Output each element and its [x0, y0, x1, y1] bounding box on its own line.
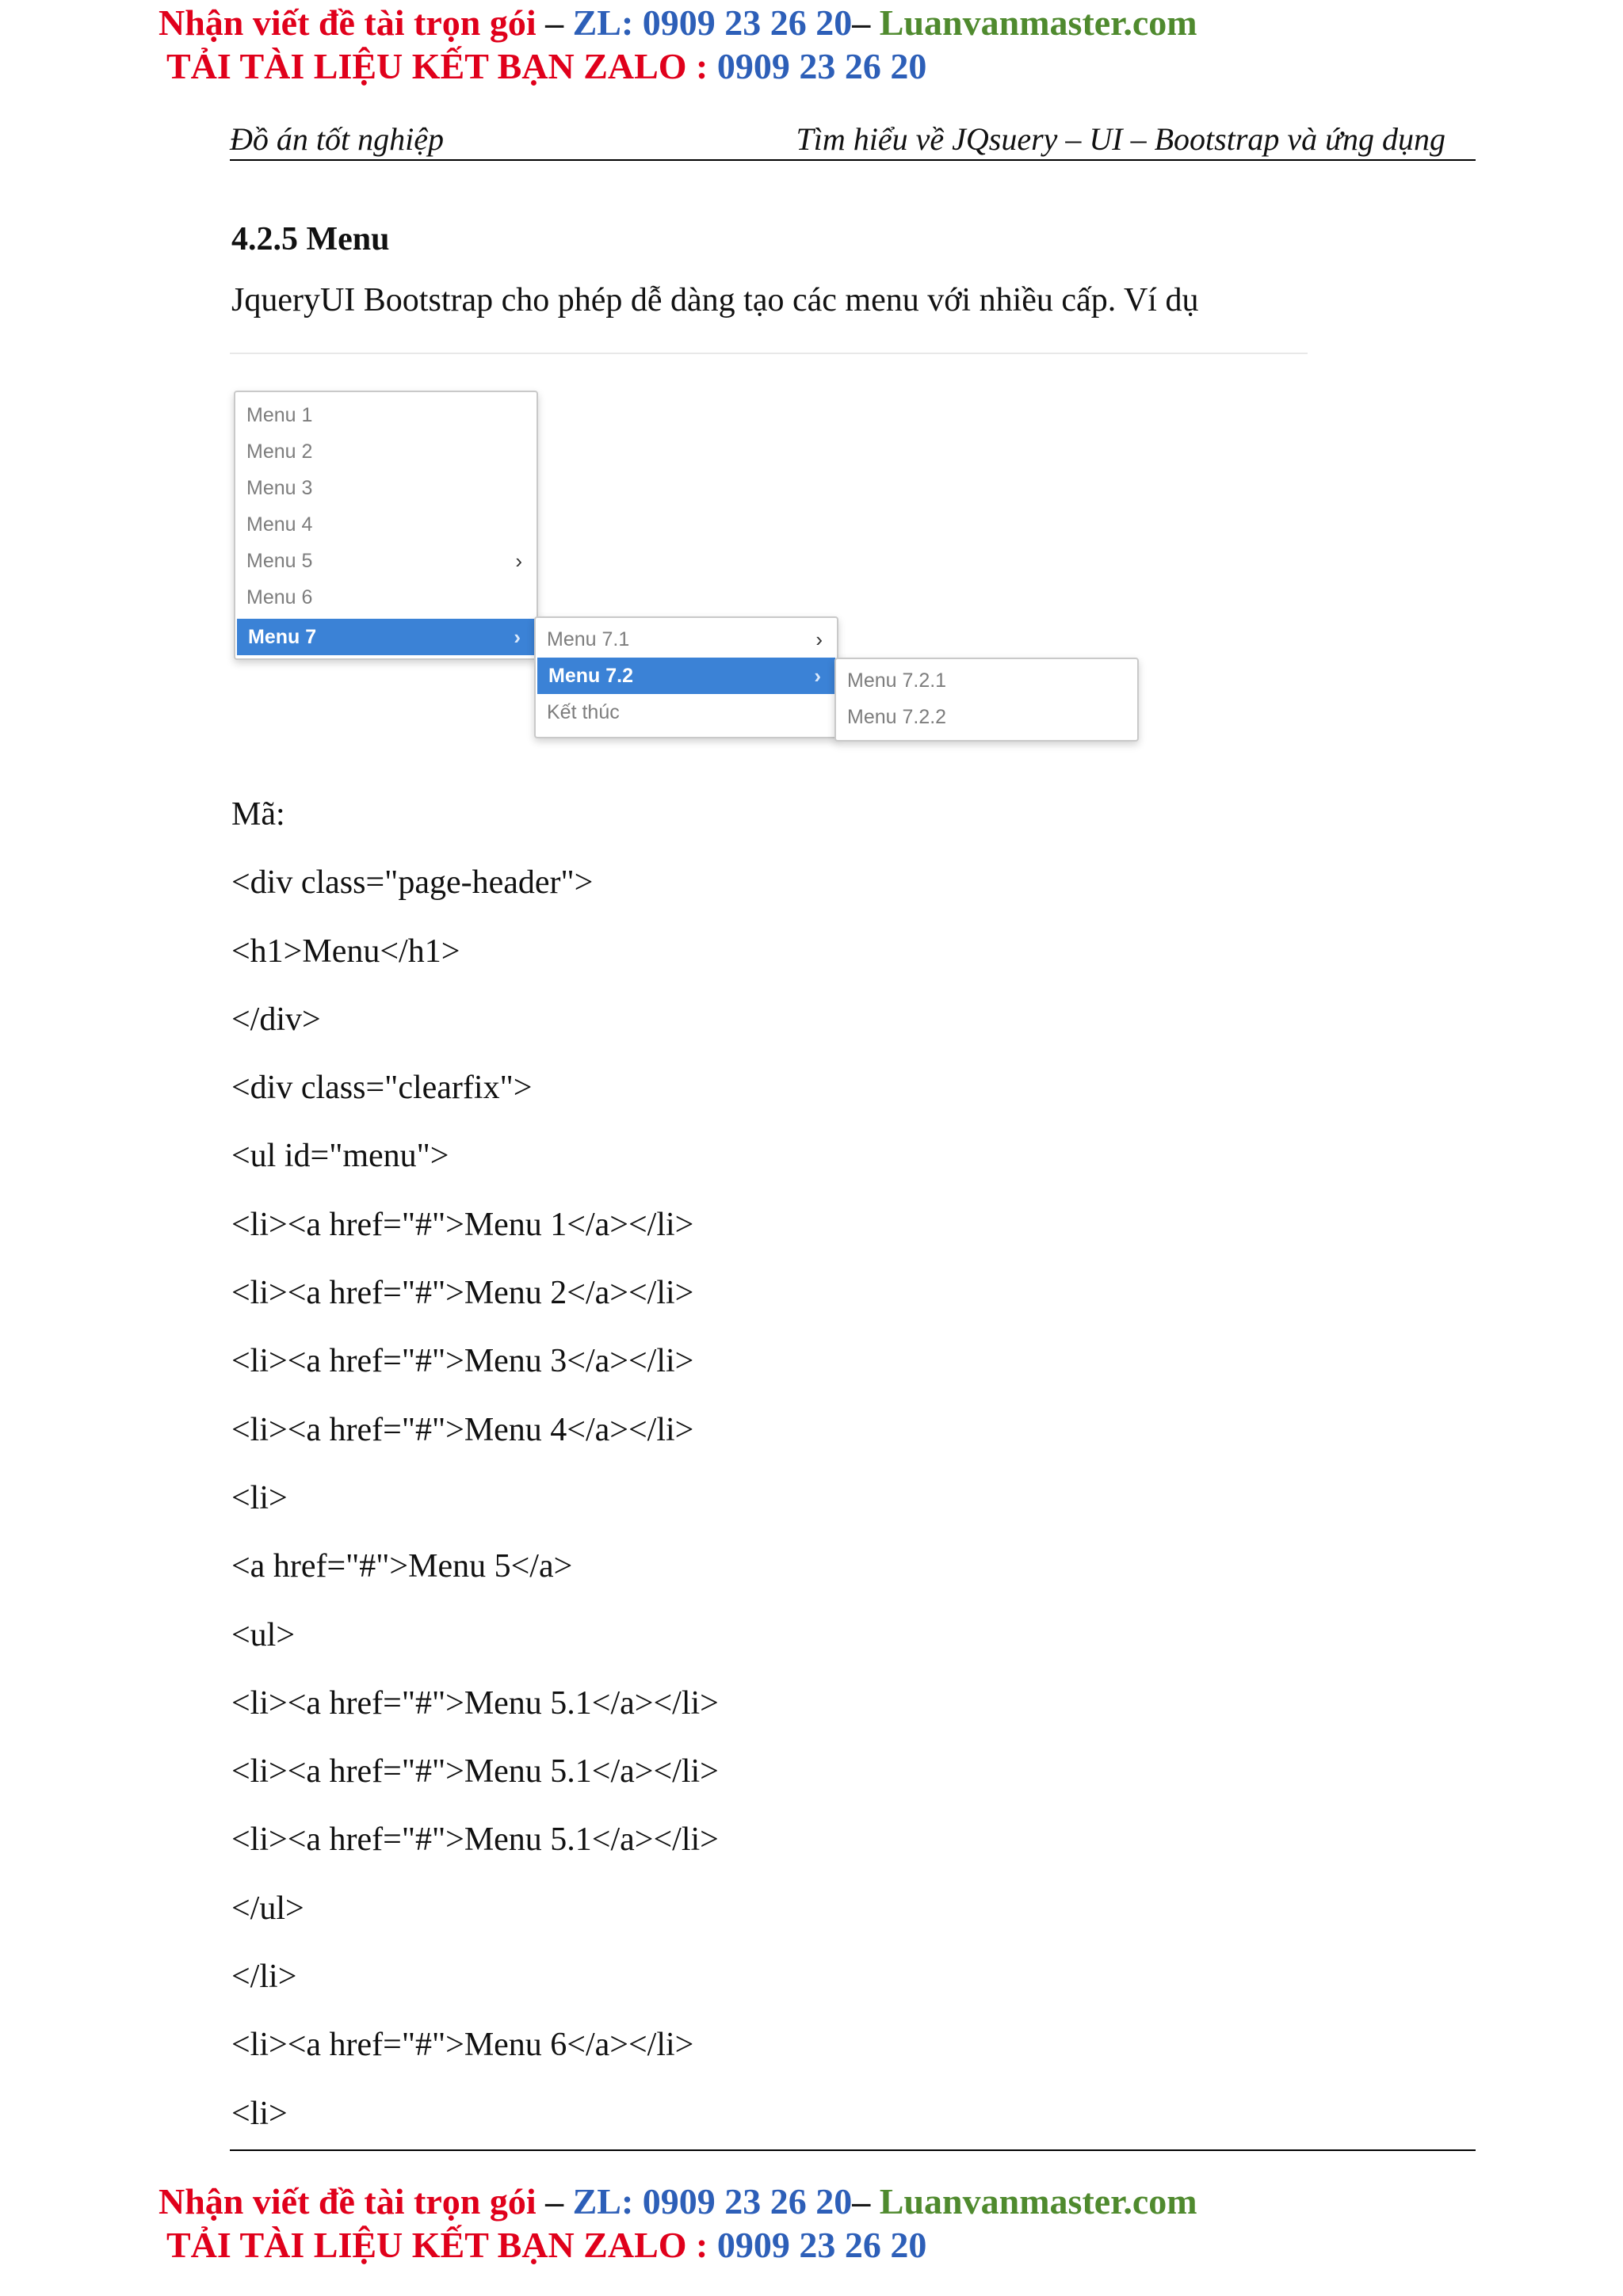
menu-level-1	[234, 391, 538, 660]
submenu-item-7-2[interactable]: Menu 7.2 ›	[537, 658, 835, 694]
figure-top-line	[230, 353, 1308, 354]
code-line: </li>	[231, 1958, 297, 1996]
code-line: <li><a href="#">Menu 5.1</a></li>	[231, 1753, 719, 1791]
code-line: <li>	[231, 1479, 288, 1516]
section-heading: 4.2.5 Menu	[231, 221, 390, 257]
code-line: <li><a href="#">Menu 5.1</a></li>	[231, 1821, 719, 1859]
banner-download-text: TẢI TÀI LIỆU KẾT BẠN ZALO :	[166, 46, 717, 86]
menu-item-3[interactable]: Menu 3	[246, 477, 313, 499]
code-line: </ul>	[231, 1890, 304, 1927]
menu-item-2[interactable]: Menu 2	[246, 441, 313, 463]
top-banner-line2	[166, 45, 926, 87]
banner-download-text: TẢI TÀI LIỆU KẾT BẠN ZALO :	[166, 2225, 717, 2265]
chevron-right-icon: ›	[814, 664, 821, 688]
code-line: <div class="clearfix">	[231, 1070, 533, 1107]
code-line: <li><a href="#">Menu 5.1</a></li>	[231, 1684, 719, 1722]
banner-zalo-number: ZL: 0909 23 26 20	[572, 2181, 853, 2222]
submenu-item-7-2-1[interactable]: Menu 7.2.1	[847, 669, 947, 692]
section-intro: JqueryUI Bootstrap cho phép dễ dàng tạo các menu với nhiều cấp. Ví dụ	[231, 282, 1199, 318]
menu-level-2	[534, 616, 838, 738]
menu-figure	[230, 353, 1308, 749]
header-right-title: Tìm hiểu về JQsuery – UI – Bootstrap và ứng dụng	[796, 121, 1445, 157]
banner-separator: –	[536, 2, 573, 43]
running-header	[230, 120, 1445, 158]
header-rule	[230, 159, 1476, 161]
banner-phone: 0909 23 26 20	[716, 2225, 927, 2265]
banner-separator: –	[852, 2, 880, 43]
banner-phone: 0909 23 26 20	[716, 46, 927, 86]
submenu-item-end[interactable]: Kết thúc	[547, 701, 620, 723]
submenu-item-7-2-2[interactable]: Menu 7.2.2	[847, 706, 947, 728]
submenu-item-7-1[interactable]: Menu 7.1 ›	[536, 621, 837, 658]
code-line: <ul>	[231, 1616, 296, 1653]
code-listing	[231, 780, 719, 2148]
menu-item-5[interactable]: Menu 5 ›	[235, 543, 537, 579]
menu-item-7[interactable]: Menu 7 ›	[237, 619, 535, 655]
code-line: <li>	[231, 2095, 288, 2132]
header-left-title: Đồ án tốt nghiệp	[230, 121, 444, 157]
menu-item-6[interactable]: Menu 6	[246, 586, 313, 608]
code-line: <h1>Menu</h1>	[231, 933, 460, 970]
code-line: <ul id="menu">	[231, 1138, 449, 1175]
code-line: <li><a href="#">Menu 2</a></li>	[231, 1275, 694, 1312]
bottom-banner-line2	[166, 2224, 926, 2266]
banner-zalo-number: ZL: 0909 23 26 20	[572, 2, 853, 43]
banner-separator: –	[536, 2181, 573, 2222]
top-banner-line1	[158, 2, 1197, 44]
banner-offer-text: Nhận viết đề tài trọn gói	[158, 2, 537, 43]
code-line: <li><a href="#">Menu 3</a></li>	[231, 1343, 694, 1380]
banner-separator: –	[852, 2181, 880, 2222]
code-line: <a href="#">Menu 5</a>	[231, 1548, 573, 1585]
chevron-right-icon: ›	[815, 627, 823, 651]
banner-site-name: Luanvanmaster.com	[879, 2181, 1197, 2222]
chevron-right-icon: ›	[515, 549, 522, 573]
code-line: <li><a href="#">Menu 6</a></li>	[231, 2027, 694, 2064]
banner-site-name: Luanvanmaster.com	[879, 2, 1197, 43]
banner-offer-text: Nhận viết đề tài trọn gói	[158, 2181, 537, 2222]
menu-level-3	[834, 658, 1139, 742]
footer-rule	[230, 2149, 1476, 2151]
code-line: <div class="page-header">	[231, 864, 594, 902]
bottom-banner-line1	[158, 2180, 1197, 2222]
code-label: Mã:	[231, 796, 285, 833]
code-line: <li><a href="#">Menu 1</a></li>	[231, 1206, 694, 1243]
code-line: </div>	[231, 1001, 321, 1038]
code-line: <li><a href="#">Menu 4</a></li>	[231, 1411, 694, 1448]
menu-item-1[interactable]: Menu 1	[246, 404, 313, 426]
menu-item-4[interactable]: Menu 4	[246, 513, 313, 536]
chevron-right-icon: ›	[514, 625, 521, 649]
